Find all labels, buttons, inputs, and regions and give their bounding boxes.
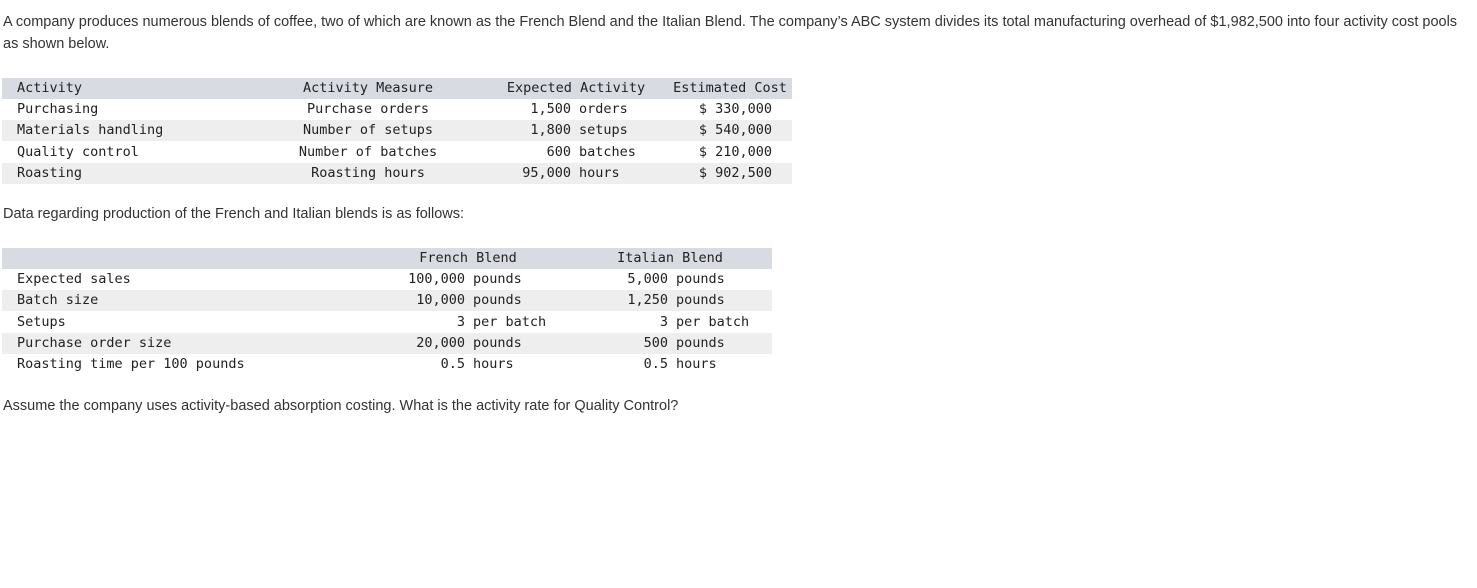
header-estimated-cost: Estimated Cost	[673, 80, 787, 96]
estimated-cost: $ 902,500	[698, 165, 772, 181]
table-row	[2, 99, 792, 120]
expected-activity-unit: setups	[579, 122, 628, 138]
table-row	[2, 290, 772, 311]
header-activity: Activity	[17, 80, 83, 96]
italian-unit: hours	[676, 356, 717, 372]
activity-measure: Roasting hours	[311, 165, 425, 181]
table-row	[2, 333, 772, 354]
row-label: Purchase order size	[17, 335, 172, 351]
italian-qty: 500	[643, 335, 668, 351]
table-header-row	[2, 78, 792, 99]
estimated-cost: $ 330,000	[698, 101, 772, 117]
estimated-cost: $ 540,000	[698, 122, 772, 138]
italian-unit: pounds	[676, 271, 725, 287]
activity-measure: Purchase orders	[307, 101, 429, 117]
expected-activity-qty: 1,500	[530, 101, 571, 117]
table-row	[2, 269, 772, 290]
question-text: Assume the company uses activity-based absorption costing. What is the activity rate for Quality Control?	[3, 398, 679, 414]
italian-unit: pounds	[676, 335, 725, 351]
table-header-row	[2, 248, 772, 269]
expected-activity-unit: hours	[579, 165, 620, 181]
header-activity-measure: Activity Measure	[302, 80, 434, 96]
italian-unit: pounds	[676, 292, 725, 308]
table-row	[2, 163, 792, 184]
activity-name: Purchasing	[17, 101, 99, 117]
expected-activity-qty: 600	[546, 144, 571, 160]
italian-unit: per batch	[676, 314, 750, 330]
french-unit: pounds	[473, 271, 522, 287]
row-label: Roasting time per 100 pounds	[17, 356, 245, 372]
french-unit: pounds	[473, 292, 522, 308]
italian-qty: 3	[659, 314, 668, 330]
activity-cost-pool-table	[2, 78, 792, 185]
row-label: Expected sales	[17, 271, 131, 287]
french-qty: 3	[456, 314, 465, 330]
expected-activity-unit: orders	[579, 101, 628, 117]
activity-name: Materials handling	[17, 122, 164, 138]
table-row	[2, 142, 792, 163]
italian-qty: 0.5	[643, 356, 668, 372]
blend-production-table	[2, 248, 772, 376]
estimated-cost: $ 210,000	[698, 144, 772, 160]
expected-activity-qty: 95,000	[522, 165, 571, 181]
activity-measure: Number of batches	[298, 144, 438, 160]
row-label: Setups	[17, 314, 66, 330]
french-qty: 100,000	[408, 271, 465, 287]
activity-measure: Number of setups	[302, 122, 434, 138]
header-french-blend: French Blend	[419, 250, 517, 266]
expected-activity-qty: 1,800	[530, 122, 571, 138]
header-expected-activity: Expected Activity	[506, 80, 646, 96]
french-qty: 20,000	[416, 335, 465, 351]
italian-qty: 5,000	[627, 271, 668, 287]
french-qty: 0.5	[440, 356, 465, 372]
french-qty: 10,000	[416, 292, 465, 308]
table-row	[2, 120, 792, 141]
blend-data-intro: Data regarding production of the French and Italian blends is as follows:	[3, 206, 465, 222]
french-unit: hours	[473, 356, 514, 372]
french-unit: pounds	[473, 335, 522, 351]
table-row	[2, 354, 772, 375]
table-row	[2, 312, 772, 333]
header-italian-blend: Italian Blend	[617, 250, 723, 266]
activity-name: Roasting	[17, 165, 83, 181]
activity-name: Quality control	[17, 144, 139, 160]
expected-activity-unit: batches	[579, 144, 636, 160]
italian-qty: 1,250	[627, 292, 668, 308]
row-label: Batch size	[17, 292, 99, 308]
problem-intro: A company produces numerous blends of coffee, two of which are known as the French Blend and the Italian Blend. The company’s ABC system divides its total manufacturing overhead of $1,982,500 into four activity cost pools as shown below.	[3, 14, 1458, 52]
french-unit: per batch	[473, 314, 547, 330]
